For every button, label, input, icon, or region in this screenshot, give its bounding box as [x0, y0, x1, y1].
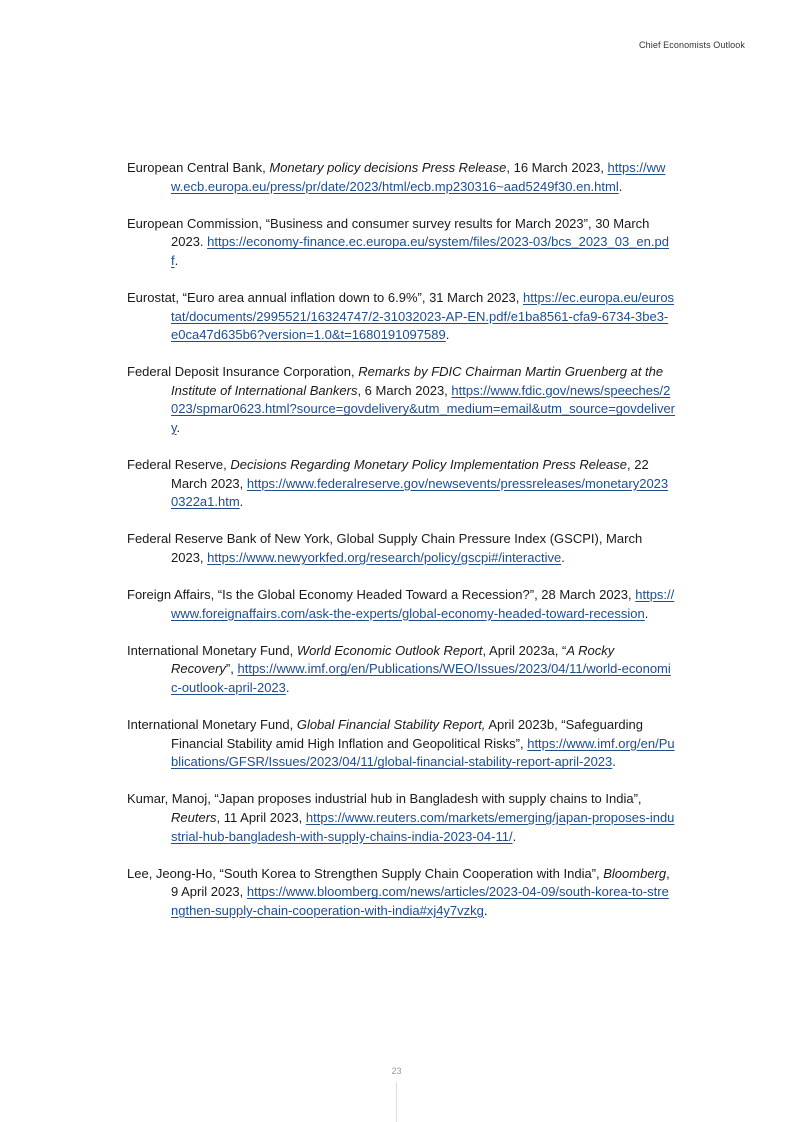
reference-text: , 16 March 2023, [506, 160, 608, 175]
reference-text: . [512, 828, 517, 844]
reference-entry [127, 865, 675, 921]
reference-text: . [618, 178, 623, 194]
reference-entry [127, 642, 675, 698]
reference-text: Eurostat, “Euro area annual inflation down to 6.9%”, 31 March 2023, [127, 289, 524, 305]
reference-link[interactable]: https://www.fdic.gov/news/speeches/2023/spmar0623.html?source=govdelivery&utm_medium=email&utm_source=govdelivery [171, 382, 676, 436]
reference-entry [127, 159, 675, 196]
reference-list [127, 159, 675, 939]
reference-title-italic: Remarks by FDIC Chairman Martin Gruenberg at the Institute of International Bankers [171, 364, 664, 398]
reference-text: , 22 March 2023, [171, 457, 649, 491]
reference-link[interactable]: https://www.foreignaffairs.com/ask-the-experts/global-economy-headed-toward-recession [171, 587, 675, 621]
reference-text: . [612, 754, 616, 770]
reference-text: Lee, Jeong-Ho, “South Korea to Strengthen Supply Chain Cooperation with India”, [127, 865, 604, 881]
reference-link[interactable]: https://www.federalreserve.gov/newsevents/pressreleases/monetary20230322a1.htm [171, 475, 669, 510]
reference-text: , 11 April 2023, [216, 809, 306, 825]
reference-entry [127, 289, 675, 345]
reference-text: . [644, 605, 649, 621]
reference-link[interactable]: https://www.newyorkfed.org/research/policy/gscpi#/interactive [207, 550, 562, 565]
reference-text: . [174, 252, 179, 268]
page-number: 23 [391, 1066, 402, 1076]
reference-text: . [561, 550, 565, 565]
reference-text: Foreign Affairs, “Is the Global Economy Headed Toward a Recession?”, 28 March 2023, [127, 587, 636, 603]
reference-title-italic: Reuters [171, 809, 217, 825]
reference-text: International Monetary Fund, [127, 717, 297, 733]
reference-text: ”, [225, 661, 238, 677]
reference-link[interactable]: https://economy-finance.ec.europa.eu/system/files/2023-03/bcs_2023_03_en.pdf [171, 234, 669, 268]
reference-text: . [285, 679, 290, 695]
reference-entry [127, 586, 675, 623]
reference-title-italic: Decisions Regarding Monetary Policy Implementation Press Release [230, 457, 628, 473]
footer-divider [396, 1082, 397, 1122]
reference-text: , April 2023a, “ [482, 642, 567, 658]
reference-title-italic: Monetary policy decisions Press Release [269, 160, 507, 175]
reference-text: . [239, 494, 244, 510]
reference-link[interactable]: https://ec.europa.eu/eurostat/documents/2995521/16324747/2-31032023-AP-EN.pdf/e1ba8561-cfa9-6734-3be3-e0ca47d635b6?version=1.0&t=1680191097589 [171, 289, 675, 343]
reference-text: Federal Reserve Bank of New York, Global Supply Chain Pressure Index (GSCPI), March 2023, [127, 531, 643, 565]
reference-text: April 2023b, “Safeguarding Financial Stability amid High Inflation and Geopolitical Risks”, [171, 717, 643, 751]
reference-title-italic: Bloomberg [603, 865, 667, 881]
reference-link[interactable]: https://www.bloomberg.com/news/articles/2023-04-09/south-korea-to-strengthen-supply-chain-cooperation-with-india#xj4y7vzkg [171, 884, 669, 918]
reference-text: . [176, 420, 181, 436]
reference-text: European Central Bank, [127, 160, 270, 175]
reference-link[interactable]: https://www.imf.org/en/Publications/WEO/Issues/2023/04/11/world-economic-outlook-april-2023 [171, 661, 671, 695]
reference-entry [127, 530, 675, 567]
reference-text: International Monetary Fund, [127, 642, 297, 658]
reference-title-italic: Global Financial Stability Report, [296, 717, 486, 733]
reference-text: . [445, 327, 450, 343]
running-header-title: Chief Economists Outlook [639, 40, 745, 50]
reference-entry [127, 716, 675, 772]
reference-text: European Commission, “Business and consumer survey results for March 2023”, 30 March 2023. [127, 215, 650, 250]
reference-link[interactable]: https://www.reuters.com/markets/emerging/japan-proposes-industrial-hub-bangladesh-with-supply-chains-india-2023-04-11/ [171, 809, 675, 844]
reference-entry [127, 363, 675, 437]
reference-title-italic: World Economic Outlook Report [296, 642, 483, 658]
reference-text: Federal Deposit Insurance Corporation, [127, 364, 359, 380]
reference-entry [127, 215, 675, 271]
reference-text: , 6 March 2023, [357, 382, 452, 398]
reference-title-italic: A Rocky Recovery [171, 642, 615, 677]
reference-entry [127, 456, 675, 512]
reference-link[interactable]: https://www.imf.org/en/Publications/GFSR/Issues/2023/04/11/global-financial-stability-report-april-2023 [171, 735, 675, 770]
reference-link[interactable]: https://www.ecb.europa.eu/press/pr/date/2023/html/ecb.mp230316~aad5249f30.en.html [171, 160, 666, 194]
reference-entry [127, 790, 675, 846]
reference-text: Kumar, Manoj, “Japan proposes industrial hub in Bangladesh with supply chains to India”, [127, 791, 642, 807]
reference-text: , 9 April 2023, [171, 865, 670, 900]
reference-text: Federal Reserve, [127, 457, 231, 473]
reference-text: . [483, 902, 488, 918]
